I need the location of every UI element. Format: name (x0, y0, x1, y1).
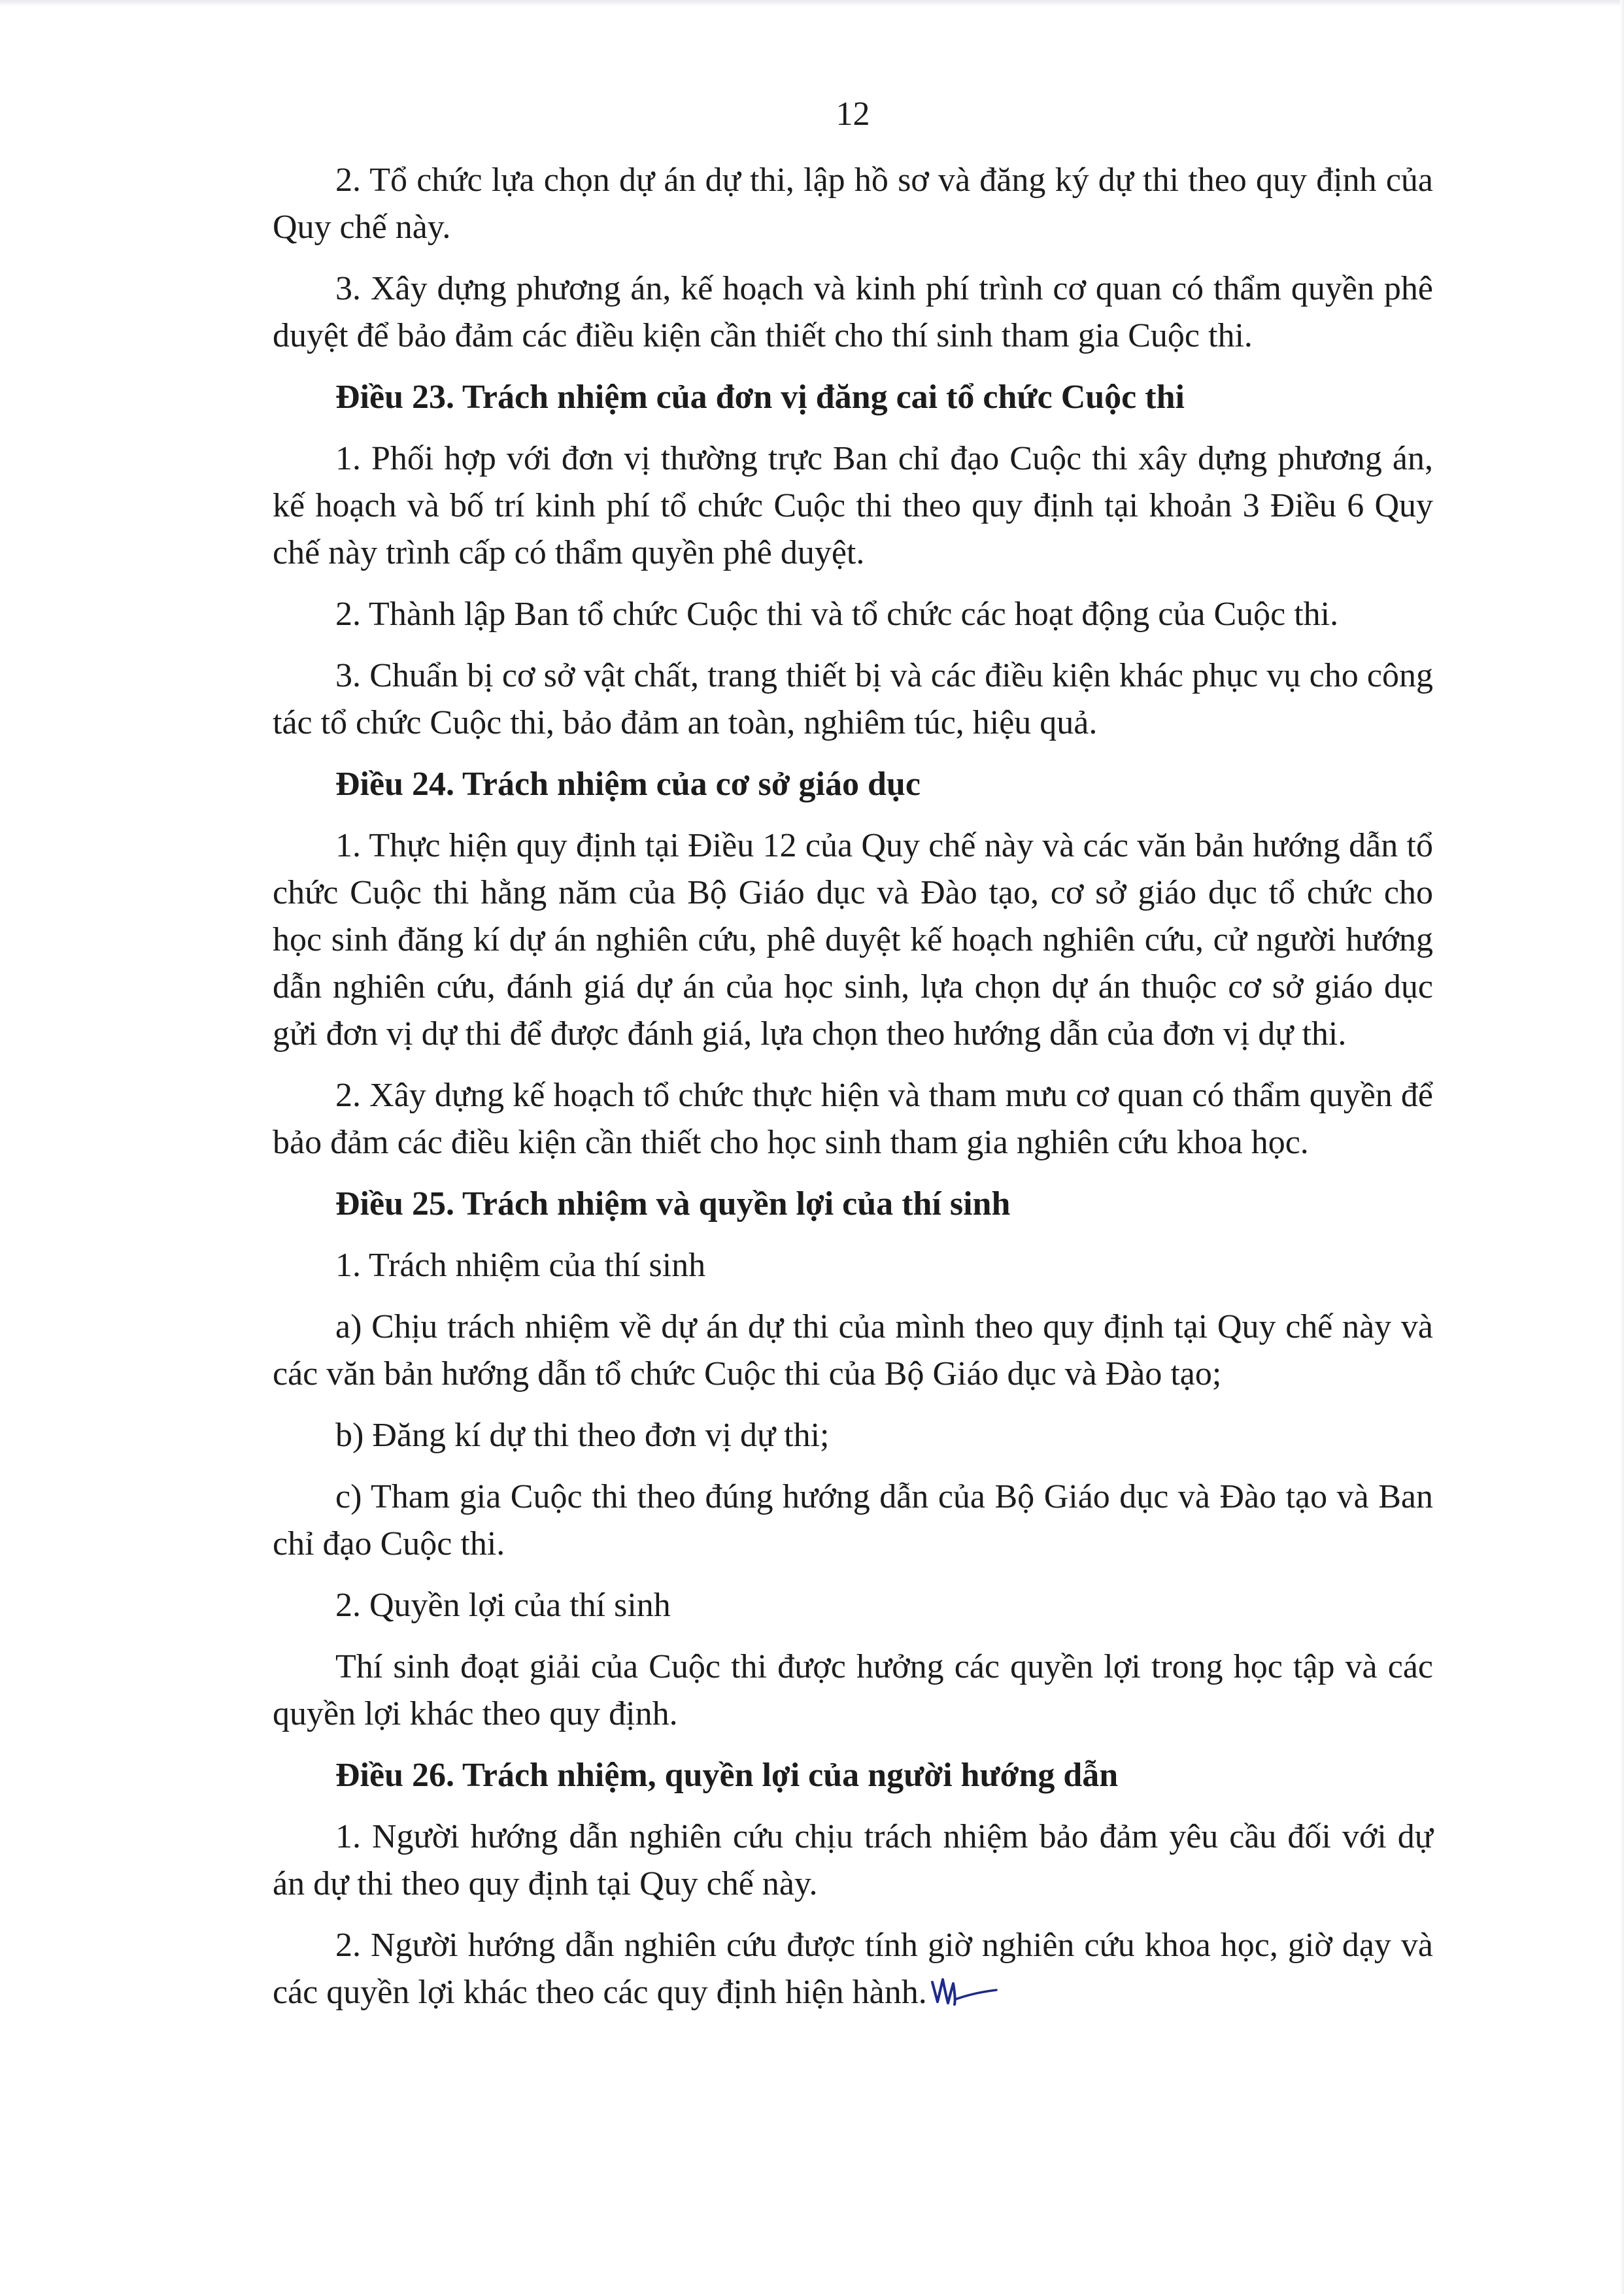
paragraph-text: c) Tham gia Cuộc thi theo đúng hướng dẫn của Bộ Giáo dục và Đào tạo và Ban chỉ đạo Cuộc thi. (273, 1478, 1433, 1562)
paragraph-text: 2. Quyền lợi của thí sinh (335, 1587, 671, 1624)
paragraph (273, 1072, 1433, 1166)
paragraph-text: 2. Tổ chức lựa chọn dự án dự thi, lập hồ sơ và đăng ký dự thi theo quy định của Quy chế này. (273, 161, 1433, 246)
paragraph-text: 1. Người hướng dẫn nghiên cứu chịu trách nhiệm bảo đảm yêu cầu đối với dự án dự thi theo quy định tại Quy chế này. (273, 1818, 1433, 1902)
paragraph (273, 1813, 1433, 1908)
article-heading (273, 1752, 1433, 1799)
article-heading-text: Điều 23. Trách nhiệm của đơn vị đăng cai tổ chức Cuộc thi (335, 379, 1185, 416)
paragraph (273, 1582, 1433, 1629)
page-number: 12 (836, 95, 870, 133)
initials-signature-icon (928, 1973, 1000, 2012)
scan-right-edge (1620, 0, 1624, 2294)
scan-top-edge (0, 0, 1624, 7)
paragraph (273, 1644, 1433, 1738)
paragraph-text: 3. Chuẩn bị cơ sở vật chất, trang thiết bị và các điều kiện khác phục vụ cho công tác tổ chức Cuộc thi, bảo đảm an toàn, nghiêm túc, hiệu quả. (273, 657, 1433, 741)
paragraph-text: 3. Xây dựng phương án, kế hoạch và kinh phí trình cơ quan có thẩm quyền phê duyệt để bảo đảm các điều kiện cần thiết cho thí sinh tham gia Cuộc thi. (273, 270, 1433, 354)
paragraph (273, 265, 1433, 360)
article-heading-text: Điều 26. Trách nhiệm, quyền lợi của người hướng dẫn (335, 1757, 1119, 1794)
paragraph-text: b) Đăng kí dự thi theo đơn vị dự thi; (335, 1417, 830, 1454)
paragraph (273, 1304, 1433, 1398)
paragraph-text: 1. Trách nhiệm của thí sinh (335, 1247, 706, 1284)
article-heading-text: Điều 25. Trách nhiệm và quyền lợi của thí sinh (335, 1185, 1011, 1223)
document-body (273, 157, 1433, 2016)
paragraph-text: 2. Xây dựng kế hoạch tổ chức thực hiện và tham mưu cơ quan có thẩm quyền để bảo đảm các điều kiện cần thiết cho học sinh tham gia nghiên cứu khoa học. (273, 1077, 1433, 1161)
article-heading (273, 1181, 1433, 1228)
paragraph-text: Thí sinh đoạt giải của Cuộc thi được hưởng các quyền lợi trong học tập và các quyền lợi khác theo quy định. (273, 1648, 1433, 1732)
article-heading-text: Điều 24. Trách nhiệm của cơ sở giáo dục (335, 766, 921, 803)
paragraph-text: 1. Phối hợp với đơn vị thường trực Ban chỉ đạo Cuộc thi xây dựng phương án, kế hoạch và bố trí kinh phí tổ chức Cuộc thi theo quy định tại khoản 3 Điều 6 Quy chế này trình cấp có thẩm quyền phê duyệt. (273, 440, 1433, 571)
paragraph (273, 652, 1433, 747)
paragraph-text: 2. Thành lập Ban tổ chức Cuộc thi và tổ chức các hoạt động của Cuộc thi. (335, 596, 1339, 633)
article-heading (273, 761, 1433, 808)
paragraph (273, 822, 1433, 1058)
paragraph (273, 157, 1433, 251)
paragraph-text: a) Chịu trách nhiệm về dự án dự thi của mình theo quy định tại Quy chế này và các văn bản hướng dẫn tổ chức Cuộc thi của Bộ Giáo dục và Đào tạo; (273, 1308, 1433, 1392)
paragraph-text: 2. Người hướng dẫn nghiên cứu được tính giờ nghiên cứu khoa học, giờ dạy và các quyền lợi khác theo các quy định hiện hành. (273, 1927, 1433, 2011)
article-heading (273, 374, 1433, 421)
paragraph (273, 1922, 1433, 2016)
document-page (273, 85, 1433, 2031)
paragraph-text: 1. Thực hiện quy định tại Điều 12 của Quy chế này và các văn bản hướng dẫn tổ chức Cuộc thi hằng năm của Bộ Giáo dục và Đào tạo, cơ sở giáo dục tổ chức cho học sinh đăng kí dự án nghiên cứu, phê duyệt kế hoạch nghiên cứu, cử người hướng dẫn nghiên cứu, đánh giá dự án của học sinh, lựa chọn dự án thuộc cơ sở giáo dục gửi đơn vị dự thi để được đánh giá, lựa chọn theo hướng dẫn của đơn vị dự thi. (273, 827, 1433, 1053)
paragraph (273, 1242, 1433, 1289)
paragraph (273, 591, 1433, 638)
paragraph (273, 1474, 1433, 1568)
paragraph (273, 1412, 1433, 1459)
paragraph (273, 435, 1433, 577)
